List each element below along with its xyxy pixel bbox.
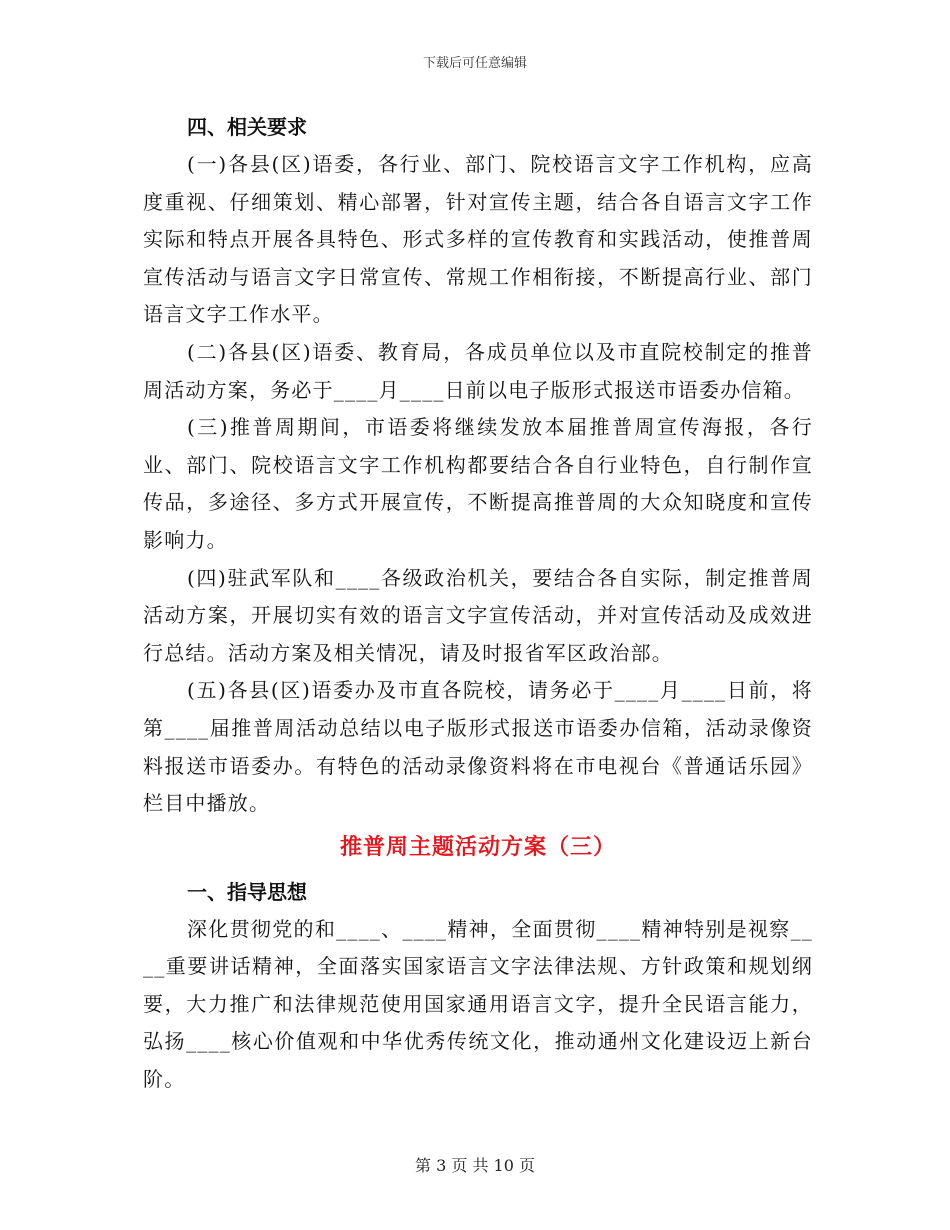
page-number-footer: 第 3 页 共 10 页 <box>415 1156 535 1175</box>
requirement-item-3: (三)推普周期间，市语委将继续发放本届推普周宣传海报，各行业、部门、院校语言文字工作机构都要结合各自行业特色，自行制作宣传品，多途径、多方式开展宣传，不断提高推普周的大众知晓度和宣传影响力。 <box>143 415 813 552</box>
requirement-item-1: (一)各县(区)语委，各行业、部门、院校语言文字工作机构，应高度重视、仔细策划、精心部署，针对宣传主题，结合各自语言文字工作实际和特点开展各具特色、形式多样的宣传教育和实践活动，使推普周宣传活动与语言文字日常宣传、常规工作相衔接，不断提高行业、部门语言文字工作水平。 <box>143 152 813 327</box>
requirement-item-4: (四)驻武军队和____各级政治机关，要结合各自实际，制定推普周活动方案，开展切实有效的语言文字宣传活动，并对宣传活动及成效进行总结。活动方案及相关情况，请及时报省军区政治部。 <box>143 565 813 665</box>
document-body <box>143 108 813 1099</box>
section-heading-requirements: 四、相关要求 <box>187 115 307 139</box>
requirement-item-2: (二)各县(区)语委、教育局，各成员单位以及市直院校制定的推普周活动方案，务必于____月____日前以电子版形式报送市语委办信箱。 <box>143 339 813 402</box>
document-title: 推普周主题活动方案（三） <box>339 834 616 860</box>
section-heading-guiding-ideology: 一、指导思想 <box>187 879 307 904</box>
page-header-note: 下载后可任意编辑 <box>422 56 527 71</box>
guiding-ideology-paragraph: 深化贯彻党的和____、____精神，全面贯彻____精神特别是视察____重要讲话精神，全面落实国家语言文字法律法规、方针政策和规划纲要，大力推广和法律规范使用国家通用语言文字，提升全民语言能力，弘扬____核心价值观和中华优秀传统文化，推动通州文化建设迈上新台阶。 <box>143 916 813 1092</box>
requirement-item-5: (五)各县(区)语委办及市直各院校，请务必于____月____日前，将第____届推普周活动总结以电子版形式报送市语委办信箱，活动录像资料报送市语委办。有特色的活动录像资料将在市电视台《普通话乐园》栏目中播放。 <box>143 678 813 816</box>
